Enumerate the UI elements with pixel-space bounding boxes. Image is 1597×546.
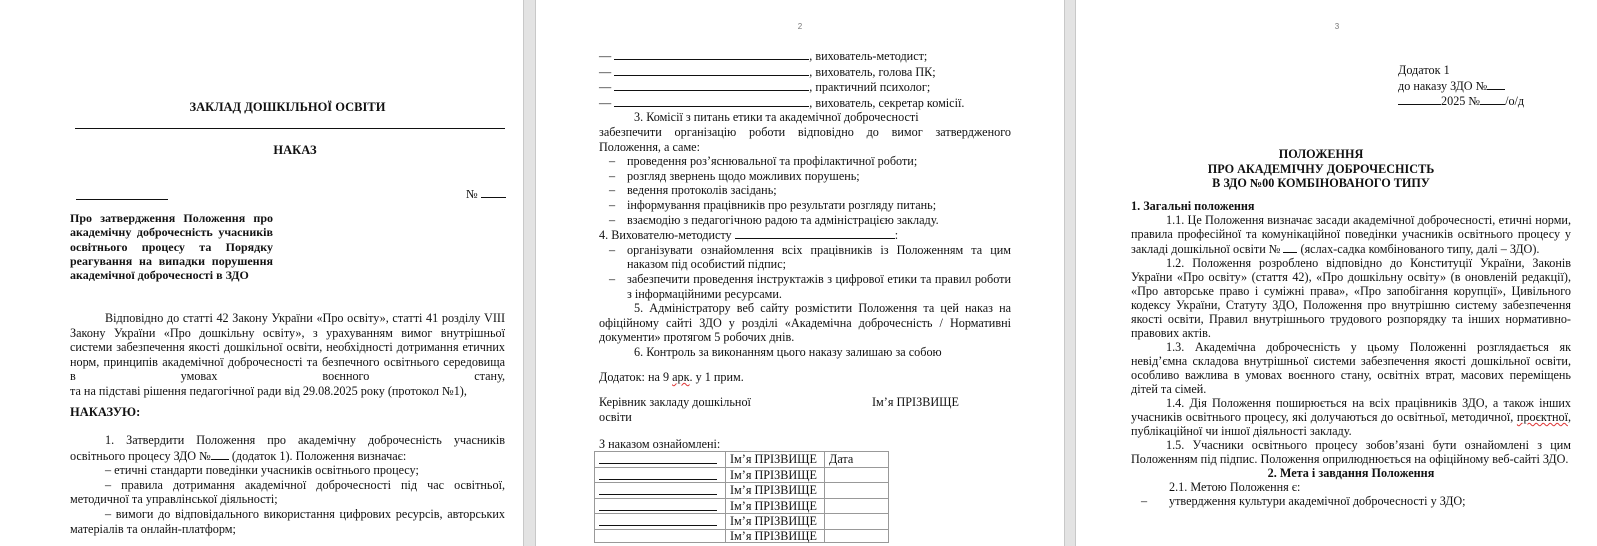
list-item: – проведення роз’яснювальної та профілактичної роботи; [599, 154, 1011, 169]
paragraph: (яслах-садка комбінованого типу, далі – ЗДО). [1297, 242, 1540, 256]
order-number [466, 186, 506, 202]
appendix-text: Додаток: на 9 [599, 370, 673, 384]
member-line [599, 79, 1011, 95]
institution-name: ЗАКЛАД ДОШКІЛЬНОЇ ОСВІТИ [189, 100, 386, 114]
list-item: – взаємодію з педагогічною радою та адміністрацією закладу. [599, 213, 1011, 228]
number-label: № [466, 187, 478, 201]
spellcheck-word: проєктної [1516, 410, 1568, 424]
page-3 [1075, 0, 1597, 546]
member-line [599, 64, 1011, 80]
item-1 [70, 433, 505, 536]
paragraph: 1.5. Учасники освітнього процесу зобов’язані бути ознайомлені з цим Положенням під підпис. Положення оприлюднюється на офіційному веб-сайті ЗДО. [1131, 438, 1571, 466]
number-blank [211, 448, 229, 460]
item1-point: – правила дотримання академічної доброчесності під час освітньої, методичної та управлінської діяльності; [70, 477, 505, 507]
dash: — [599, 80, 612, 95]
date-cell: Дата [825, 452, 889, 468]
goal-list [1131, 494, 1571, 508]
order-subject: Про затвердження Положення про академічну доброчесність учасників освітнього процесу та Порядку реагування на випадки порушення академічної доброчесності в ЗДО [70, 211, 273, 283]
list-item: – інформування працівників про результати розгляду питань; [599, 198, 1011, 213]
member-role: , вихователь, секретар комісії. [809, 95, 965, 110]
signature-cell [595, 452, 726, 468]
date-cell [825, 483, 889, 499]
item1-point: – етичні стандарти поведінки учасників освітнього процесу; [105, 463, 419, 478]
annex-year: 2025 № [1441, 94, 1481, 108]
signature-table [594, 451, 889, 543]
item1-point: – вимоги до відповідального використання цифрових ресурсів, авторських матеріалів та онлайн-платформ; [70, 506, 505, 536]
name-cell: Ім’я ПРІЗВИЩЕ [726, 529, 825, 543]
list-item: – ведення протоколів засідань; [599, 183, 1011, 198]
signature-cell [595, 529, 726, 543]
list-item: – організувати ознайомлення всіх працівників із Положенням та цим наказом під особистий підпис; [599, 243, 1011, 272]
dash: — [599, 49, 612, 63]
name-cell: Ім’я ПРІЗВИЩЕ [726, 514, 825, 530]
table-row [595, 498, 889, 514]
acquainted-label: З наказом ознайомлені: [599, 437, 721, 451]
table-row [595, 529, 889, 543]
paragraph: , публікаційної чи іншої діяльності закладу. [1131, 410, 1571, 438]
header-rule [75, 128, 505, 129]
annex-line1: Додаток 1 [1398, 63, 1450, 77]
table-row [595, 483, 889, 499]
table-row [595, 514, 889, 530]
annex-suffix: /о/д [1505, 94, 1525, 108]
date-cell [825, 498, 889, 514]
number-blank [1480, 93, 1505, 105]
number-blank [1283, 241, 1297, 253]
order-body-continued [599, 48, 1011, 359]
item-3-first: 3. Комісії з питань етики та академічної доброчесності [634, 110, 919, 125]
table-row [595, 452, 889, 468]
date-cell [825, 467, 889, 483]
date-cell [825, 529, 889, 543]
signature-cell [595, 498, 726, 514]
page-2 [535, 0, 1065, 546]
colon: : [894, 228, 899, 243]
name-cell: Ім’я ПРІЗВИЩЕ [726, 452, 825, 468]
item1-text-b: (додаток 1). Положення визначає: [228, 448, 407, 463]
regulation-title [1131, 147, 1511, 191]
signature-cell [595, 514, 726, 530]
annex-line2: до наказу ЗДО № [1398, 78, 1488, 93]
signature-cell [595, 483, 726, 499]
title-line: ПОЛОЖЕННЯ [1278, 147, 1364, 161]
paragraph: 1.3. Академічна доброчесність у цьому Положенні розглядається як невід’ємна складова внутрішньої системи забезпечення якості дошкільної освіти, особливо важлива в умовах воєнного стану, освітніх втрат, масових переміщень дітей та сімей. [1131, 340, 1571, 396]
name-blank [614, 48, 809, 60]
preamble-text: Відповідно до статті 42 Закону України «Про освіту», статті 41 розділу VIII Закону України «Про дошкільну освіту», з урахуванням вимог внутрішньої системи забезпечення якості дошкільної освіти, необхідності дотримання етичних норм, принципів академічної доброчесності та безпечного освітнього середовища в умовах воєнного стану, [70, 311, 505, 384]
dash: — [599, 95, 612, 110]
order-word: НАКАЗУЮ: [70, 405, 141, 419]
list-item: – забезпечити проведення інструктажів з цифрової етики та правил роботи з інформаційними ресурсами. [599, 272, 1011, 301]
name-cell: Ім’я ПРІЗВИЩЕ [726, 467, 825, 483]
spellcheck-word: арк [672, 370, 690, 384]
list-item: – розгляд звернень щодо можливих порушень; [599, 169, 1011, 184]
paragraph: 1.4. Дія Положення поширюється на всіх працівників ЗДО, а також інших учасників освітнього процесу, які долучаються до освітньої, методичної, [1131, 396, 1571, 424]
signature-cell [595, 467, 726, 483]
name-cell: Ім’я ПРІЗВИЩЕ [726, 483, 825, 499]
page-number: 2 [797, 22, 803, 31]
doc-type: НАКАЗ [273, 143, 317, 157]
appendix-note [599, 370, 744, 385]
item-3-list [599, 154, 1011, 227]
member-role: , практичний психолог; [809, 80, 931, 95]
name-blank [614, 64, 809, 76]
head-title: Керівник закладу дошкільної освіти [599, 395, 751, 424]
item-3-rest: забезпечити організацію роботи відповідно до вимог затвердженого Положення, а саме: [599, 124, 1011, 154]
paragraph: 2.1. Метою Положення є: [1169, 480, 1301, 494]
head-name: Ім’я ПРІЗВИЩЕ [872, 395, 959, 409]
dash: — [599, 64, 612, 79]
title-line: ПРО АКАДЕМІЧНУ ДОБРОЧЕСНІСТЬ [1207, 161, 1435, 176]
name-blank [735, 227, 895, 239]
member-role: , вихователь-методист; [809, 49, 928, 63]
regulation-body [1131, 199, 1571, 508]
preamble [70, 311, 505, 399]
page-number: 3 [1334, 22, 1340, 31]
item-4-text: 4. Вихователю-методисту [599, 228, 732, 243]
table-row [595, 467, 889, 483]
date-cell [825, 514, 889, 530]
member-role: , вихователь, голова ПК; [809, 64, 936, 79]
date-blank [76, 199, 168, 200]
date-blank [1398, 93, 1441, 105]
item-4-list [599, 243, 1011, 301]
member-line [599, 95, 1011, 111]
item-4 [599, 227, 1011, 243]
list-item: – утвердження культури академічної доброчесності у ЗДО; [1131, 494, 1571, 508]
member-line [599, 48, 1011, 64]
item-6: 6. Контроль за виконанням цього наказу залишаю за собою [634, 344, 942, 359]
name-blank [614, 95, 809, 107]
paragraph: 1.1. Це Положення визначає засади академічної доброчесності, етичні норми, правила професійної та комунікаційної поведінки учасників освітнього процесу у закладі дошкільної освіти № [1131, 213, 1571, 256]
section-heading: 1. Загальні положення [1131, 199, 1255, 213]
name-cell: Ім’я ПРІЗВИЩЕ [726, 498, 825, 514]
item1-text-a: 1. Затвердити Положення про академічну доброчесність учасників освітнього процесу ЗДО № [70, 433, 505, 463]
number-blank [481, 186, 506, 198]
paragraph: 1.2. Положення розроблено відповідно до Конституції України, Законів України «Про освіту» (стаття 42), «Про дошкільну освіту» (в оновленій редакції), «Про авторське право і суміжні права», «Про запобігання корупції», Цивільного кодексу України, Статуту ЗДО, Положення про внутрішню систему забезпечення якості освіти, Правил внутрішнього трудового розпорядку та інших нормативно-правових актів. [1131, 256, 1571, 340]
appendix-text: . у 1 прим. [689, 370, 744, 384]
name-blank [614, 79, 809, 91]
title-line: В ЗДО №00 КОМБІНОВАНОГО ТИПУ [1212, 176, 1430, 190]
page-1 [0, 0, 524, 546]
annex-header [1398, 63, 1524, 109]
section-heading: 2. Мета і завдання Положення [1267, 466, 1435, 480]
number-blank [1487, 78, 1505, 90]
preamble-last: та на підставі рішення педагогічної ради від 29.08.2025 року (протокол №1), [70, 383, 467, 398]
item-5: 5. Адміністратору веб сайту розмістити Положення та цей наказ на офіційному сайті ЗДО у розділі «Академічна доброчесність / Нормативні документи» протягом 5 робочих днів. [599, 301, 1011, 345]
